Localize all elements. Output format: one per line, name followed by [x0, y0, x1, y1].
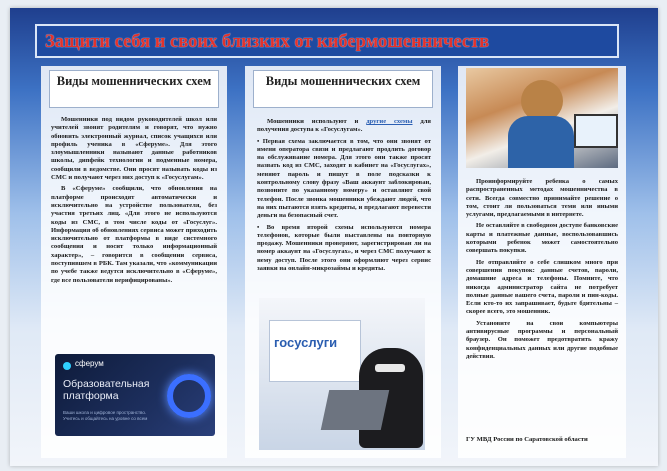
- middle-panel-text: [257, 118, 431, 276]
- intro-text-end: для получения доступа к «Госуслугам».: [257, 118, 431, 134]
- bullet-2: • Во время второй схемы используются номера телефонов, которые были выставлены на повторную продажу. Мошенники проверяют, зарегистрирован ли на номер аккаунт на «Госуслугах», и через СМС получают к нему доступ. После этого они оформляют через сервис заявки на онлайн-микрозаймы и кредиты.: [257, 223, 431, 273]
- sferum-promo-image: [55, 354, 215, 436]
- intro-text: Мошенники используют и: [267, 118, 367, 125]
- monitor-icon: [574, 114, 618, 148]
- left-paragraph-2: В «Сферуме» сообщили, что обновления на платформе происходят автоматически и исключительно на устройстве пользователя, без участия третьих лиц. «Для этого не используются коды из СМС, в том числе коды от «Госуслуг». Информация об обновлениях сервиса может приходить исключительно от платформы в виде системного сообщения и носит только информационный характер», – говорится в сообщении сервиса, поступившем в РБК. Там указали, что «коммуникации по учебе также ведутся исключительно в «Сферуме», где все пользователи верифицированы».: [51, 185, 217, 284]
- right-panel-text: [466, 178, 618, 364]
- bullet-1: • Первая схема заключается в том, что они звонят от имени оператора связи и предлагают продлить договор на обслуживание номера. Для этого они также просят назвать код из СМС, заходят в кабинет на «Госуслугах», меняют пароль и пишут в поле подсказки к контрольному слову фразу «Ваш аккаунт заблокирован, позвоните по указанному номеру» и оставляют свой телефон. После звонка мошенники убеждают людей, что на них пытаются взять кредиты, и предлагают перевести деньги на безопасный счет.: [257, 137, 431, 220]
- sferum-brand: сферум: [75, 359, 104, 368]
- sferum-caption: Ваши школа и цифровое пространство. Учитесь и общайтесь на уровне со всем: [63, 410, 148, 421]
- sferum-logo-icon: [63, 362, 71, 370]
- right-paragraph-2: Не оставляйте в свободном доступе банковские карты и платежные данные, воспользовавшись которыми ребенок может самостоятельно совершать покупки.: [466, 222, 618, 255]
- bullet-2-text: Во время второй схемы используются номера телефонов, которые были выставлены на повторную продажу. Мошенники проверяют, зарегистрирован ли на номер аккаунт на «Госуслугах», и через СМС получают к нему доступ. После этого они оформляют через сервис заявки на онлайн-микрозаймы и кредиты.: [257, 223, 431, 273]
- laptop-icon: [321, 390, 390, 430]
- left-panel-text: [51, 116, 217, 288]
- gosuslugi-screen: [269, 320, 361, 382]
- sferum-title: Образовательная платформа: [63, 378, 150, 402]
- gosuslugi-logo-text: госуслуги: [274, 335, 338, 350]
- page-title: Защити себя и своих близких от кибермошенничеств: [45, 32, 490, 52]
- left-panel: [41, 66, 227, 458]
- left-panel-heading: Виды мошеннических схем: [49, 70, 219, 108]
- right-panel: [458, 66, 626, 458]
- hacker-gosuslugi-photo: [259, 298, 425, 450]
- balaclava-eyes: [375, 364, 405, 372]
- title-banner: [35, 24, 619, 58]
- child-body: [508, 116, 574, 168]
- middle-panel: [245, 66, 441, 458]
- right-paragraph-4: Установите на свои компьютеры антивирусные программы и персональный браузер. Он поможет предотвратить кражу конфиденциальных данных или другие подобные действия.: [466, 319, 618, 360]
- sferum-ring-icon: [167, 374, 211, 418]
- bullet-1-text: Первая схема заключается в том, что они звонят от имени оператора связи и предлагают продлить договор на обслуживание номера. Для этого они также просят назвать код из СМС, заходят в кабинет на «Госуслугах», меняют пароль и пишут в поле подсказки к контрольному слову фразу «Ваш аккаунт заблокирован, позвоните по указанному номеру» и оставляют свой телефон. После звонка мошенники убеждают людей, что на них пытаются взять кредиты, и предлагают перевести деньги на безопасный счет.: [257, 137, 431, 220]
- other-schemes-link[interactable]: другие схемы: [366, 118, 413, 125]
- right-paragraph-3: Не отправляйте о себе слишком много при совершении покупок: данные счетов, пароли, домашние адреса и телефоны. Помните, что никогда администратор сайта не потребует полные данные вашего счета, пароли и пин-коды. Если кто-то их запрашивает, будьте бдительны – скорее всего, это мошенник.: [466, 258, 618, 316]
- child-at-computer-photo: [466, 68, 618, 168]
- right-paragraph-1: Проинформируйте ребенка о самых распространенных методах мошенничества в сети. Всегда совместно принимайте решение о том, стоит ли пользоваться теми или иными услугами, предлагаемыми в интернете.: [466, 178, 618, 219]
- brochure-sheet: [10, 8, 658, 466]
- middle-panel-heading: Виды мошеннических схем: [253, 70, 433, 108]
- middle-intro: [257, 118, 431, 135]
- signature: ГУ МВД России по Саратовской области: [466, 436, 588, 443]
- left-paragraph-1: Мошенники под видом руководителей школ или учителей звонят родителям и говорят, что нужно обновить электронный журнал, список учащихся или профиль ученика в «Сферуме». Для этого злоумышленники называют данные работников школы, дипфейк технологии и подменные номера, сообщили в ведомстве. Они просят называть коды из СМС и получают через них доступ к «Госуслугам».: [51, 116, 217, 182]
